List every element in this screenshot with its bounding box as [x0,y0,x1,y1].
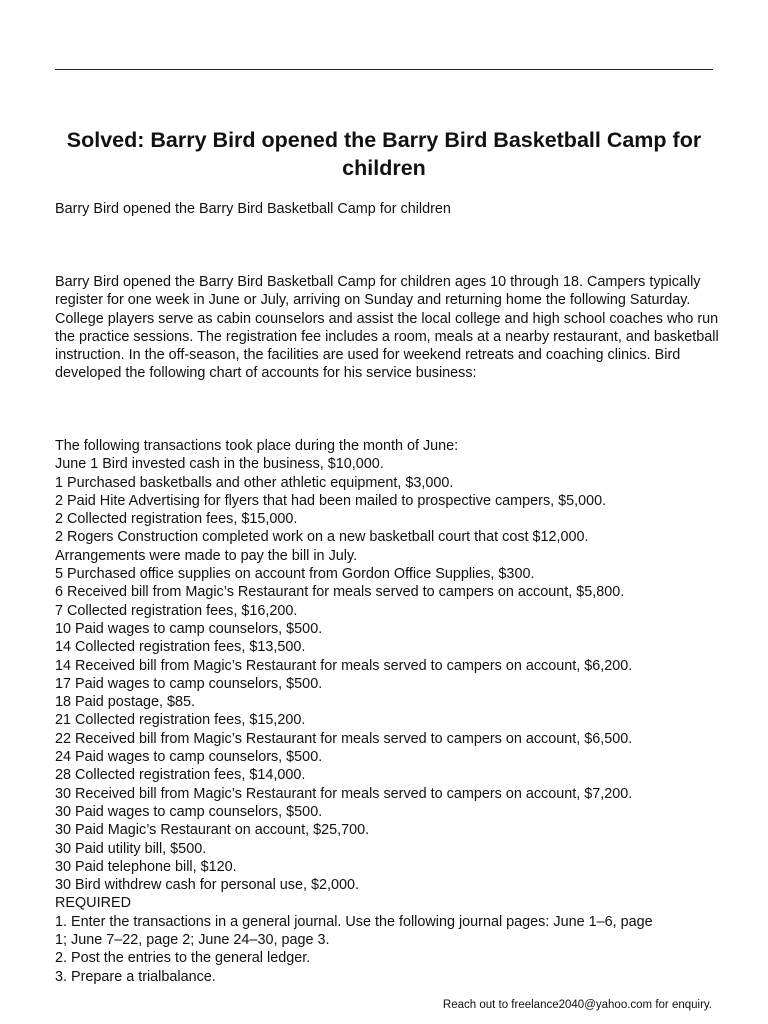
list-item: 10 Paid wages to camp counselors, $500. [55,620,323,637]
list-item: 22 Received bill from Magic’s Restaurant for meals served to campers on account, $6,500. [55,730,633,747]
list-item: 21 Collected registration fees, $15,200. [55,712,306,729]
list-item: 1 Purchased basketballs and other athletic equipment, $3,000. [55,474,454,491]
footer-contact: Reach out to freelance2040@yahoo.com for enquiry. [442,999,712,1011]
list-item: 24 Paid wages to camp counselors, $500. [55,749,323,766]
list-item: 7 Collected registration fees, $16,200. [55,602,298,619]
list-item: 18 Paid postage, $85. [55,694,196,711]
list-item: 2 Paid Hite Advertising for flyers that had been mailed to prospective campers, $5,000. [55,492,607,509]
list-item: 30 Paid Magic’s Restaurant on account, $25,700. [55,822,370,839]
list-item: 14 Collected registration fees, $13,500. [55,639,306,656]
list-item: 2 Collected registration fees, $15,000. [55,511,298,528]
list-item: 30 Paid telephone bill, $120. [55,858,237,875]
list-item: 14 Received bill from Magic’s Restaurant for meals served to campers on account, $6,200. [55,657,633,674]
list-item: The following transactions took place during the month of June: [55,438,459,454]
intro-paragraph: Barry Bird opened the Barry Bird Basketball Camp for children ages 10 through 18. Campers typically register for one week in June or July, arriving on Sunday and returning home the following Saturday. College players serve as cabin counselors and assist the local college and high school coaches who run the practice sessions. The registration fee includes a room, meals at a nearby restaurant, and basketball instruction. In the off-season, the facilities are used for weekend retreats and coaching clinics. Bird developed the following chart of accounts for his service business: [55,274,719,382]
page-subtitle: Barry Bird opened the Barry Bird Basketball Camp for children [55,201,451,217]
list-item: 6 Received bill from Magic’s Restaurant for meals served to campers on account, $5,800. [55,584,625,601]
list-item: 28 Collected registration fees, $14,000. [55,767,306,784]
list-item: 5 Purchased office supplies on account from Gordon Office Supplies, $300. [55,566,535,583]
transaction-list [55,437,735,986]
list-item: 30 Bird withdrew cash for personal use, $2,000. [55,877,359,894]
list-item: 2 Rogers Construction completed work on a new basketball court that cost $12,000. [55,529,589,546]
list-item: 1; June 7–22, page 2; June 24–30, page 3. [55,932,330,949]
list-item: 3. Prepare a trialbalance. [55,968,216,985]
list-item: June 1 Bird invested cash in the business, $10,000. [55,456,384,473]
list-item: 2. Post the entries to the general ledger. [55,950,311,967]
list-item: 1. Enter the transactions in a general journal. Use the following journal pages: June 1–6, page [55,913,653,930]
list-item: 30 Received bill from Magic’s Restaurant for meals served to campers on account, $7,200. [55,785,633,802]
page-title: Solved: Barry Bird opened the Barry Bird Basketball Camp for children [66,128,702,180]
top-divider [55,69,713,70]
list-item: Arrangements were made to pay the bill in July. [55,547,358,564]
required-heading: REQUIRED [55,895,131,912]
list-item: 30 Paid wages to camp counselors, $500. [55,803,323,820]
list-item: 17 Paid wages to camp counselors, $500. [55,675,323,692]
list-item: 30 Paid utility bill, $500. [55,840,207,857]
